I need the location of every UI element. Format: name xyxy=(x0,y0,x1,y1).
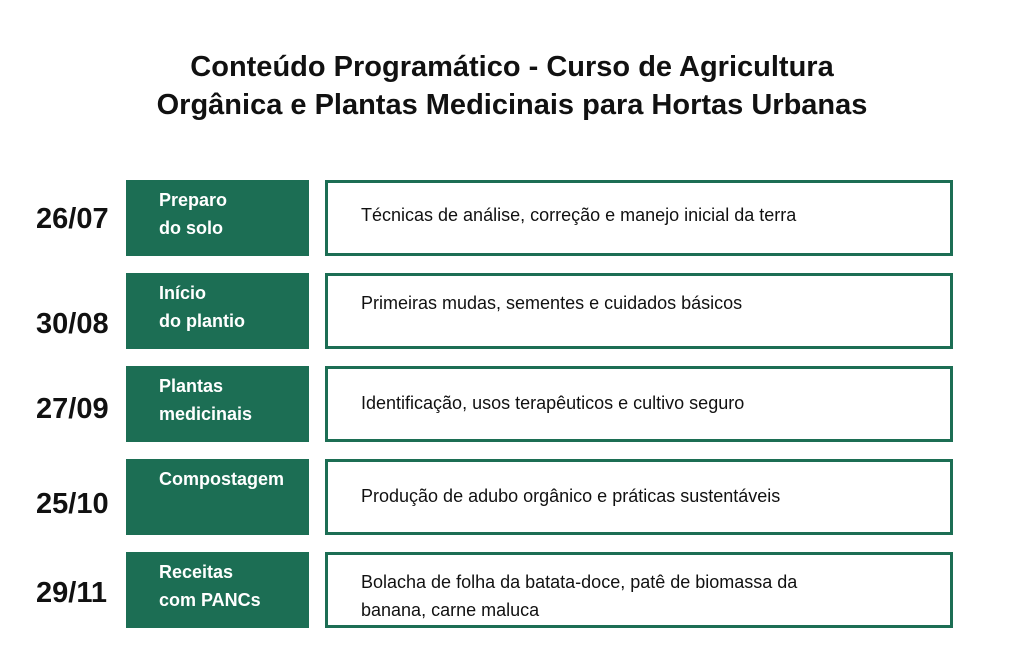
session-description-box xyxy=(325,180,953,256)
session-topic-line: Receitas xyxy=(159,562,234,582)
schedule-row xyxy=(0,366,1024,444)
session-description-box xyxy=(325,552,953,628)
session-topic-line: com PANCs xyxy=(159,590,261,610)
page-title-line-2: Orgânica e Plantas Medicinais para Hortas Urbanas xyxy=(156,89,868,121)
session-topic-label xyxy=(126,459,309,535)
schedule-row xyxy=(0,180,1024,258)
session-description-line: Bolacha de folha da batata-doce, patê de biomassa da xyxy=(361,572,798,592)
session-description-line: banana, carne maluca xyxy=(361,600,540,620)
session-description-box xyxy=(325,273,953,349)
schedule-row xyxy=(0,273,1024,351)
session-description: Produção de adubo orgânico e práticas sustentáveis xyxy=(361,486,781,506)
session-topic-line: do solo xyxy=(159,218,223,238)
session-description: Primeiras mudas, sementes e cuidados básicos xyxy=(361,293,743,313)
session-topic-line: Preparo xyxy=(159,190,228,210)
session-description: Técnicas de análise, correção e manejo inicial da terra xyxy=(361,205,797,225)
session-topic-label xyxy=(126,366,309,442)
session-topic-label xyxy=(126,273,309,349)
schedule-row xyxy=(0,459,1024,537)
session-date: 29/11 xyxy=(36,576,107,609)
session-date: 30/08 xyxy=(36,307,109,340)
session-topic-line: Início xyxy=(159,283,207,303)
schedule-row xyxy=(0,552,1024,630)
session-description-box xyxy=(325,366,953,442)
session-topic-line: Plantas xyxy=(159,376,224,396)
session-date: 25/10 xyxy=(36,487,109,520)
page-title xyxy=(0,48,1024,124)
session-topic-label xyxy=(126,180,309,256)
session-topic-line: medicinais xyxy=(159,404,253,424)
page-title-line-1: Conteúdo Programático - Curso de Agricultura xyxy=(190,51,834,83)
session-topic-line: Compostagem xyxy=(159,469,285,489)
session-description: Identificação, usos terapêuticos e cultivo seguro xyxy=(361,393,745,413)
session-topic-label xyxy=(126,552,309,628)
session-topic-line: do plantio xyxy=(159,311,245,331)
session-date: 26/07 xyxy=(36,202,109,235)
session-description-box xyxy=(325,459,953,535)
session-date: 27/09 xyxy=(36,392,109,425)
